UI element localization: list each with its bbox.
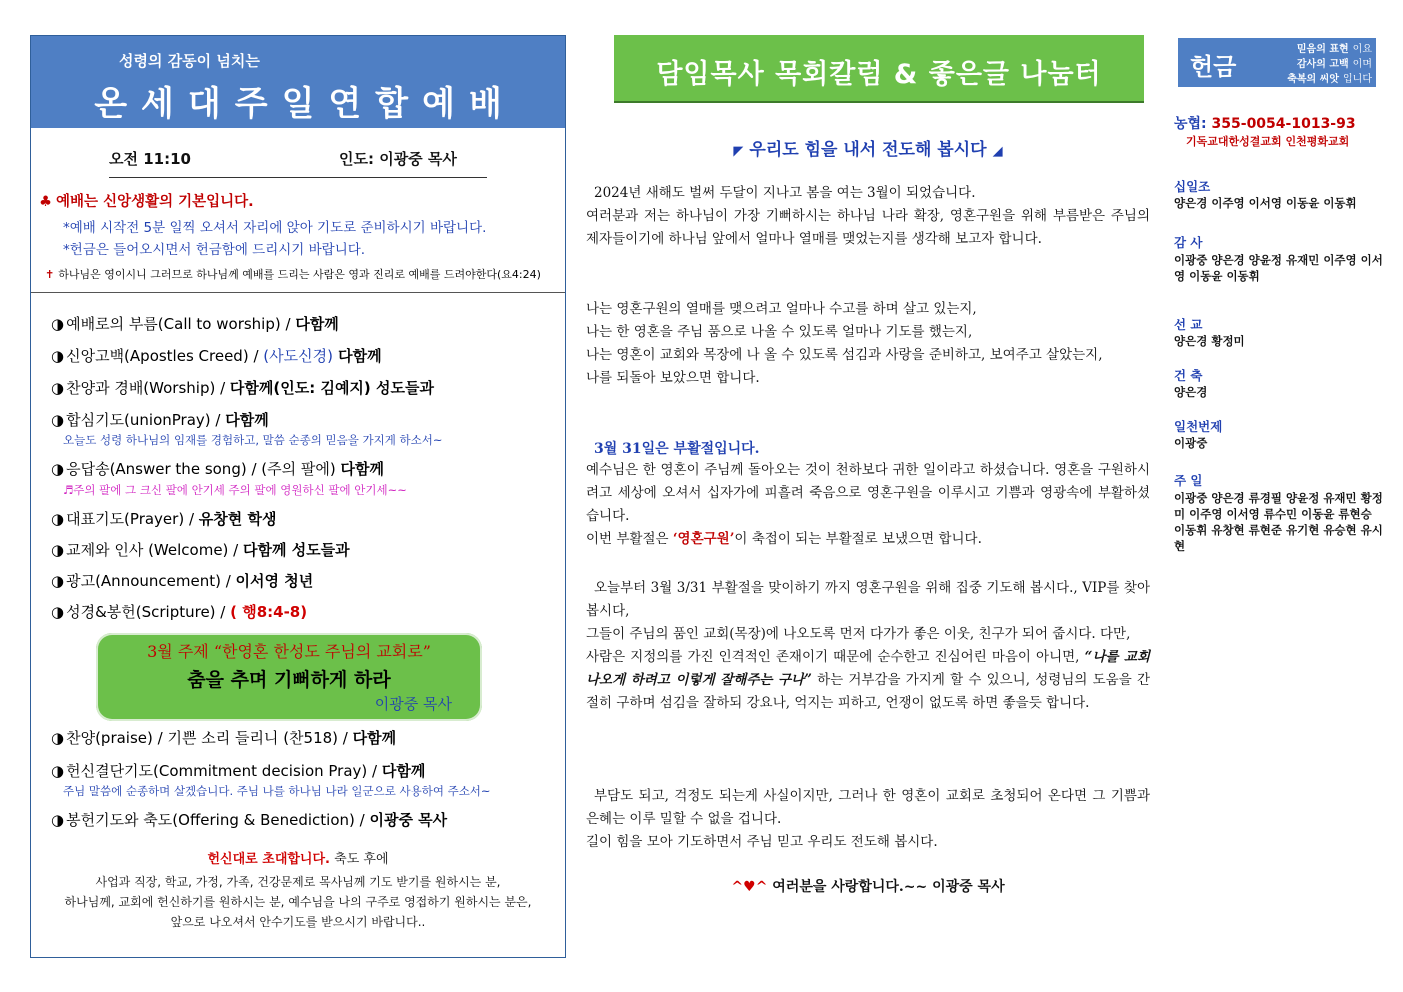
- offering-category: 주 일: [1174, 473, 1203, 488]
- column-paragraph: 나는 영혼구원의 열매를 맺으려고 얼마나 수고를 하며 살고 있는지, 나는 한 영혼을 주님 품으로 나올 수 있도록 얼마나 기도를 했는지, 나는 영혼이 교회와 목장에 나 올 수 있도록 섬김과 사랑을 준비하고, 보여주고 살았는지, 나를 되돌아 보았으면 합니다.: [586, 301, 1103, 386]
- column-signoff: ^♥^ 여러분을 사랑합니다.~~ 이광중 목사: [731, 879, 1005, 895]
- worship-order-panel: [30, 35, 566, 958]
- verse-text: 하나님은 영이시니 그러므로 하나님께 예배를 드리는 사람은 영과 진리로 예배를 드려야한다(요4:24): [58, 268, 541, 281]
- church-name: 기독교대한성결교회 인천평화교회: [1186, 135, 1350, 148]
- order-item: ◑ 헌신결단기도(Commitment decision Pray) / 다함께: [51, 762, 426, 780]
- sermon-title: 춤을 추며 기뻐하게 하라: [187, 669, 391, 691]
- bible-verse: [45, 266, 541, 282]
- column-paragraph: 오늘부터 3월 3/31 부활절을 맞이하기 까지 영혼구원을 위해 집중 기도해 봅시다., VIP를 찾아봅시다, 그들이 주님의 품인 교회(목장)에 나오도록 먼저 다가가 좋은 이웃, 친구가 되어 줍시다. 다만, 사람은 지정의를 가진 인격적인 존재이기 때문에 순수한고 진심어린 마음이 아니면, “나를 교회 나오게 하려고 이렇게 잘해주는 구나” 하는 거부감을 가지게 할 수 있으니, 성령님의 도움을 간절히 구하며 섬김을 잘하되 강요나, 억지는 피하고, 언쟁이 없도록 하면 좋을듯 합니다.: [586, 580, 1150, 711]
- offering-tagline: 믿음의 표현 이요: [1296, 44, 1372, 55]
- order-item: ◑ 찬양(praise) / 기쁜 소리 들리니 (찬518) / 다함께: [51, 729, 397, 747]
- invitation-line: 하나님께, 교회에 헌신하기를 원하시는 분, 예수님을 나의 구주로 영접하기 원하시는 분은,: [64, 895, 532, 909]
- order-item: ◑ 성경&봉헌(Scripture) / ( 행8:4-8): [51, 603, 308, 621]
- column-paragraph: 2024년 새해도 벌써 두달이 지나고 봄을 여는 3월이 되었습니다. 여러분과 저는 하나님이 가장 기뻐하시는 하나님 나라 확장, 영혼구원을 위해 부름받은 주님의 제자들이기에 하나님 앞에서 얼마나 열매를 맺었는지를 생각해 보고자 합니다.: [586, 185, 1150, 247]
- order-subline: 주님 말씀에 순종하며 살겠습니다. 주님 나를 하나님 나라 일군으로 사용하여 주소서~: [63, 784, 491, 798]
- half-circle-icon: ◑: [51, 315, 65, 333]
- offering-category: 감 사: [1174, 235, 1203, 250]
- basic-statement: [39, 190, 254, 211]
- column-paragraph: 부담도 되고, 걱정도 되는게 사실이지만, 그러나 한 영혼이 교회로 초청되어 온다면 그 기쁨과 은혜는 이루 밀할 수 없을 겁니다. 길이 힘을 모아 기도하면서 주님 믿고 우리도 전도해 봅시다.: [586, 788, 1150, 850]
- offering-tagline: 감사의 고백 이며: [1296, 59, 1372, 70]
- order-item: ◑ 광고(Announcement) / 이서영 청년: [51, 572, 314, 590]
- half-circle-icon: ◑: [51, 572, 65, 590]
- half-circle-icon: ◑: [51, 510, 65, 528]
- offering-category: 십일조: [1174, 179, 1211, 194]
- column-title: ◤ 우리도 힘을 내서 전도해 봅시다 ◢: [733, 140, 1003, 160]
- bank-account: 농협: 355-0054-1013-93: [1174, 116, 1356, 132]
- invitation-line: 앞으로 나오셔서 안수기도를 받으시기 바랍니다..: [170, 915, 426, 929]
- half-circle-icon: ◑: [51, 541, 65, 559]
- offering-names: 이광중: [1174, 436, 1208, 450]
- half-circle-icon: ◑: [51, 811, 65, 829]
- theme-title: 3월 주제 “한영혼 한성도 주님의 교회로”: [147, 642, 431, 661]
- half-circle-icon: ◑: [51, 603, 65, 621]
- worship-info: [31, 128, 565, 293]
- order-item: ◑ 찬양과 경배(Worship) / 다함께(인도: 김예지) 성도들과: [51, 379, 434, 397]
- time-leader-row: [109, 148, 487, 178]
- order-item: ◑ 예배로의 부름(Call to worship) / 다함께: [51, 315, 339, 333]
- worship-title: 온세대주일연합예배: [94, 84, 516, 124]
- offering-category: 건 축: [1174, 368, 1203, 383]
- offering-names: 양은경: [1174, 385, 1208, 399]
- offering-banner: [1178, 38, 1376, 87]
- offering-category: 선 교: [1174, 317, 1203, 332]
- offering-tagline: 축복의 씨앗 입니다: [1287, 74, 1372, 85]
- order-item: ◑ 봉헌기도와 축도(Offering & Benediction) / 이광중 목사: [51, 811, 448, 829]
- offering-title: 헌금: [1190, 53, 1237, 81]
- half-circle-icon: ◑: [51, 379, 65, 397]
- column-paragraph: 예수님은 한 영혼이 주님께 돌아오는 것이 천하보다 귀한 일이라고 하셨습니다. 영혼을 구원하시려고 세상에 오셔서 십자가에 피흘려 죽음으로 영혼구원을 이루시고 기쁨과 영광속에 부활하셨습니다. 이번 부활절은 ‘영혼구원’이 축접이 되는 부활절로 보냈으면 합니다.: [586, 462, 1150, 547]
- offering-names: 이광중 양은경 류경필 양윤정 유재민 황정미 이주영 이서영 류수민 이동윤 류현승 이동휘 유창현 류현준 유기현 유승현 유시현: [1174, 491, 1383, 553]
- worship-subtitle: 성령의 감동이 넘치는: [119, 52, 260, 70]
- order-item: ◑ 대표기도(Prayer) / 유창현 학생: [51, 510, 277, 528]
- order-item: ◑ 합심기도(unionPray) / 다함께: [51, 411, 269, 429]
- service-leader: 인도: 이광중 목사: [339, 150, 457, 168]
- offering-names: 양은경 황정미: [1174, 334, 1245, 348]
- invitation-heading: 헌신대로 초대합니다. 축도 후에: [207, 852, 389, 867]
- heart-icon: ♥: [743, 879, 756, 895]
- order-item: ◑ 신앙고백(Apostles Creed) / (사도신경) 다함께: [51, 347, 382, 365]
- order-subline: ♬주의 팔에 그 크신 팔에 안기세 주의 팔에 영원하신 팔에 안기세~~: [63, 483, 407, 497]
- half-circle-icon: ◑: [51, 411, 65, 429]
- order-item: ◑ 교제와 인사 (Welcome) / 다함께 성도들과: [51, 541, 350, 559]
- notice-offering: *헌금은 들어오시면서 헌금함에 드리시기 바랍니다.: [63, 242, 366, 258]
- monthly-theme-box: [96, 633, 482, 721]
- notice-early: *예배 시작전 5분 일찍 오셔서 자리에 앉아 기도로 준비하시기 바랍니다.: [63, 220, 487, 236]
- service-time: 오전 11:10: [109, 150, 191, 168]
- column-banner: [614, 35, 1144, 103]
- order-subline: 오늘도 성령 하나님의 임재를 경험하고, 말씀 순종의 믿음을 가지게 하소서~: [63, 433, 443, 447]
- order-item: ◑ 응답송(Answer the song) / (주의 팔에) 다함께: [51, 460, 384, 478]
- half-circle-icon: ◑: [51, 460, 65, 478]
- column-banner-title: 담임목사 목회칼럼 & 좋은글 나눔터: [656, 59, 1102, 90]
- club-icon: ♣: [39, 194, 52, 210]
- offering-names: 양은경 이주영 이서영 이동윤 이동휘: [1174, 196, 1357, 210]
- half-circle-icon: ◑: [51, 347, 65, 365]
- half-circle-icon: ◑: [51, 762, 65, 780]
- sermon-preacher: 이광중 목사: [374, 695, 452, 713]
- offering-names: 이광중 양은경 양윤정 유재민 이주영 이서영 이동윤 이동휘: [1174, 253, 1383, 283]
- offering-category: 일천번제: [1174, 419, 1223, 434]
- easter-heading: 3월 31일은 부활절입니다.: [594, 441, 760, 457]
- basic-text: 예배는 신앙생활의 기본입니다.: [56, 194, 254, 210]
- triangle-left-icon: ◤: [733, 144, 744, 159]
- half-circle-icon: ◑: [51, 729, 65, 747]
- invitation-line: 사업과 직장, 학교, 가정, 가족, 건강문제로 목사님께 기도 받기를 원하시는 분,: [95, 875, 501, 889]
- cross-icon: ✝: [45, 268, 55, 281]
- triangle-right-icon: ◢: [992, 144, 1003, 159]
- worship-header: [31, 36, 565, 128]
